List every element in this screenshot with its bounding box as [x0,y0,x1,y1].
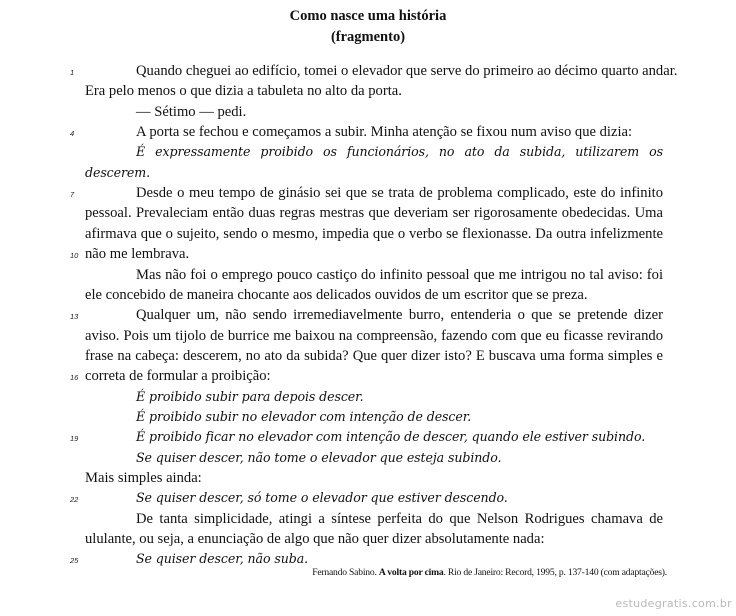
text-line: É proibido subir para depois descer. [136,388,364,404]
text-line: Qualquer um, não sendo irremediavelmente burro, entenderia o que se pretende dizer [136,307,663,324]
text-line: aviso. Pois um tijolo de burrice me baixou na compreensão, fazendo com que eu ficasse revirando [85,327,663,344]
text-line: Se quiser descer, só tome o elevador que estiver descendo. [136,490,508,506]
line-number: 4 [70,129,75,139]
line-number: 10 [70,251,79,261]
text-line: Mais simples ainda: [85,470,202,486]
line-number: 19 [70,434,79,444]
text-line: Mas não foi o emprego pouco castiço do infinito pessoal que me intrigou no tal aviso: foi [136,266,663,283]
text-line: Se quiser descer, não suba. [136,551,309,567]
text-line: não me lembrava. [85,246,190,263]
text-line: É expressamente proibido os funcionários, no ato da subida, utilizarem os [136,144,663,160]
line-number: 1 [70,68,75,77]
text-line: pessoal. Prevaleciam então duas regras mestras que deveriam ser rigorosamente obedecidas. Uma [85,205,663,222]
text-line: descerem. [85,164,151,180]
text-line: Era pelo menos o que dizia a tabuleta no alto da porta. [85,83,402,100]
text-line: Desde o meu tempo de ginásio sei que se trata de problema complicado, este do infinito [136,185,663,202]
source-details: . Rio de Janeiro: Record, 1995, p. 137-140 (com adaptações). [443,567,667,578]
watermark: estudegratis.com.br [615,597,732,610]
text-line: É proibido subir no elevador com intenção de descer. [136,408,472,424]
text-line: É proibido ficar no elevador com intenção de descer, quando ele estiver subindo. [136,429,646,445]
text-line: afirmava que o sujeito, sendo o mesmo, impedia que o verbo se flexionasse. Da outra infelizmente [85,225,663,242]
source-citation [312,567,667,578]
text-line: frase na cabeça: descerem, no ato da subida? Que quer dizer isto? E buscava uma forma simples e [85,347,663,364]
document-title: Como nasce uma história [289,8,447,24]
line-number: 22 [70,495,79,505]
source-book-title: A volta por cima [378,567,444,578]
text-line: De tanta simplicidade, atingi a síntese perfeita do que Nelson Rodrigues chamava de [136,510,663,527]
text-line: — Sétimo — pedi. [136,103,247,120]
text-line: ele concebido de maneira chocante aos delicados ouvidos de um escritor que se preza. [85,286,588,303]
line-number: 13 [70,312,79,322]
text-line: ululante, ou seja, a enunciação de algo que não quer dizer absolutamente nada: [85,531,545,548]
line-number: 7 [70,190,75,200]
text-line: A porta se fechou e começamos a subir. Minha atenção se fixou num aviso que dizia: [136,124,633,141]
line-number: 25 [70,556,79,566]
document-subtitle: (fragmento) [330,29,406,45]
text-line: Quando cheguei ao edifício, tomei o elevador que serve do primeiro ao décimo quarto andar. [136,63,678,79]
line-number: 16 [70,373,79,383]
text-line: Se quiser descer, não tome o elevador que esteja subindo. [136,449,502,465]
source-author: Fernando Sabino. [312,567,377,578]
text-line: correta de formular a proibição: [85,368,271,385]
